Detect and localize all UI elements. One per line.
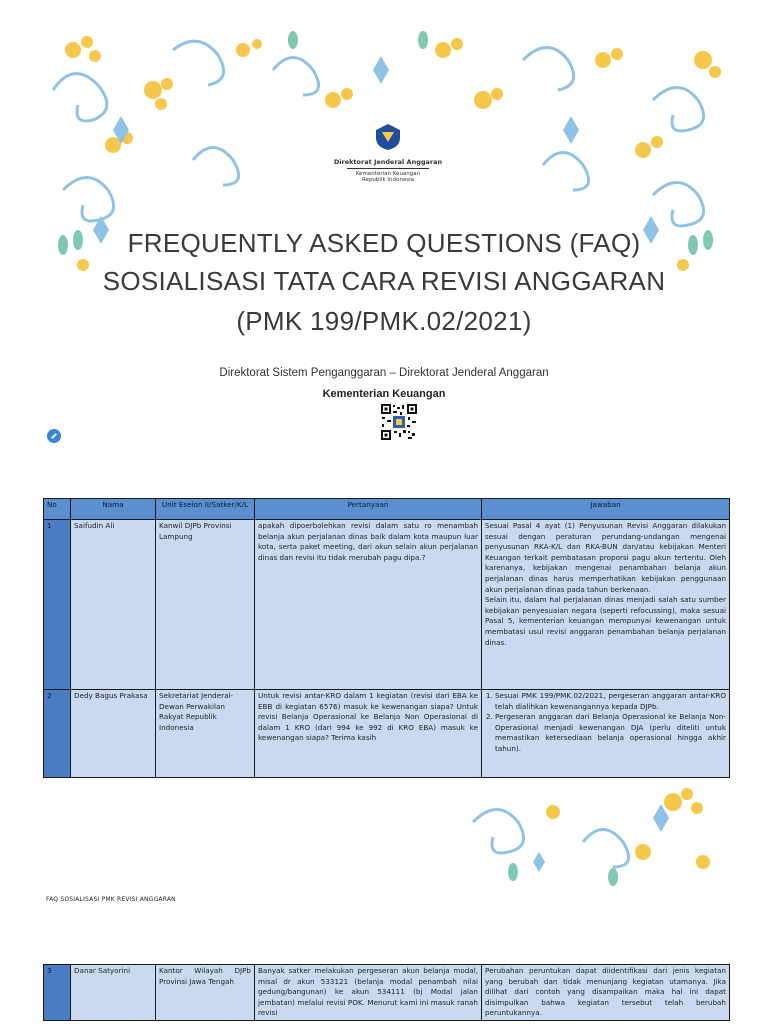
batik-ornament-footer	[413, 782, 725, 892]
jawaban-list-item: 2. Pergeseran anggaran dari Belanja Operasional ke Belanja Non-Operasional menjadi kewenangan DJA (perlu diteliti untuk memastikan ketersediaan belanja operasional hingga akhir tahun).	[495, 712, 726, 754]
table-header-row	[44, 499, 730, 520]
logo-org-name: Direktorat Jenderal Anggaran	[333, 158, 443, 166]
jawaban-list	[485, 691, 726, 755]
row-pertanyaan: apakah dipoerbolehkan revisi dalam satu ro menambah belanja akun perjalanan dinas baik dalam kota maupun luar kota, serta paket meeting, dari akun selain akun perjalanan dinas dan revisi itu tidak merubah pagu dipa.?	[255, 520, 482, 690]
col-header-jawaban: Jawaban	[482, 499, 730, 520]
row-jawaban: Perubahan peruntukan dapat diidentifikasi dari jenis kegiatan yang berubah dan tidak menunjang kegiatan utamanya. Jika dilihat dari contoh yang disampaikan maka hal ini dapat disimpulkan bahwa kegiatan tersebut telah berubah peruntukannya.	[482, 965, 730, 1021]
row-pertanyaan: Untuk revisi antar-KRO dalam 1 kegiatan (revisi dari EBA ke EBB di kegiatan 6576) masuk ke kewenangan siapa? Untuk revisi Belanja Operasional ke Belanja Non Operasional di dalam 1 KRO (dari 994 ke 992 di KRO EBA) masuk ke kewenangan siapa? Terima kasih	[255, 690, 482, 778]
col-header-nama: Nama	[71, 499, 156, 520]
faq-page-2	[43, 962, 725, 1032]
col-header-no: No	[44, 499, 71, 520]
faq-page-1	[43, 30, 726, 903]
row-number: 3	[44, 965, 71, 1021]
jawaban-paragraph: Selain itu, dalam hal perjalanan dinas menjadi salah satu sumber kebijakan penyesuaian negara (seperti refocussing), maka sesuai Pasal 5, kementerian keuangan mempunyai kewenangan untuk membatasi usul revisi anggaran penambahan belanja perjalanan dinas.	[485, 595, 726, 647]
col-header-unit: Unit Eselon II/Satker/K/L	[156, 499, 255, 520]
jawaban-paragraph: Sesuai Pasal 4 ayat (1) Penyusunan Revisi Anggaran dilakukan sesuai dengan peraturan perundang-undangan mengenai penyusunan RKA-K/L dan RKA-BUN dan/atau kebijakan Menteri Keuangan terkait pembatasan proporsi pagu akun tertentu. Oleh karenanya, kebijakan mengenai penambahan belanja akun perjalanan dinas harus memperhatikan kebijakan penggunaan akun perjalanan dinas pada tahun berkenaan.	[485, 521, 726, 594]
row-unit: Sekretariat Jenderal-Dewan Perwakilan Rakyat Republik Indonesia	[156, 690, 255, 778]
table-row	[44, 520, 730, 690]
row-unit: Kanwil DJPb Provinsi Lampung	[156, 520, 255, 690]
row-jawaban	[482, 520, 730, 690]
jawaban-list-item: 1. Sesuai PMK 199/PMK.02/2021, pergeseran anggaran antar-KRO telah dialihkan kewenangannya kepada DJPb.	[495, 691, 726, 712]
doc-title-line-2: SOSIALISASI TATA CARA REVISI ANGGARAN	[102, 266, 666, 296]
col-header-pertanyaan: Pertanyaan	[255, 499, 482, 520]
kemenkeu-emblem-icon	[372, 122, 404, 152]
faq-table-continued	[43, 964, 730, 1021]
row-unit: Kantor Wilayah DJPb Provinsi Jawa Tengah	[156, 965, 255, 1021]
row-nama: Dedy Bagus Prakasa	[71, 690, 156, 778]
faq-table	[43, 498, 730, 778]
row-nama: Saifudin Ali	[71, 520, 156, 690]
doc-ministry: Kementerian Keuangan	[322, 388, 446, 400]
page-footer-label: FAQ SOSIALISASI PMK REVISI ANGGARAN	[46, 896, 176, 903]
logo-ministry: Kementerian Keuangan	[355, 171, 421, 177]
qr-code-icon	[380, 403, 418, 441]
logo-divider	[347, 168, 429, 169]
doc-title-line-3: (PMK 199/PMK.02/2021)	[236, 306, 532, 336]
row-number: 2	[44, 690, 71, 778]
edit-pin-icon[interactable]	[47, 429, 61, 443]
table-row	[44, 965, 730, 1021]
row-number: 1	[44, 520, 71, 690]
row-nama: Danar Satyorini	[71, 965, 156, 1021]
djb-logo	[333, 122, 443, 183]
logo-country: Republik Indonesia	[361, 177, 414, 183]
doc-title-line-1: FREQUENTLY ASKED QUESTIONS (FAQ)	[127, 228, 641, 258]
doc-subtitle: Direktorat Sistem Penganggaran – Direktorat Jenderal Anggaran	[219, 367, 549, 379]
table-row	[44, 690, 730, 778]
row-jawaban	[482, 690, 730, 778]
row-pertanyaan: Banyak satker melakukan pergeseran akun belanja modal, misal dr akun 533121 (belanja modal penambah nilai gedung/bangunan) ke akun 534111 (bj Modal jalan jembatan) melalui revisi POK. Menurut kami ini masuk ranah revisi	[255, 965, 482, 1021]
